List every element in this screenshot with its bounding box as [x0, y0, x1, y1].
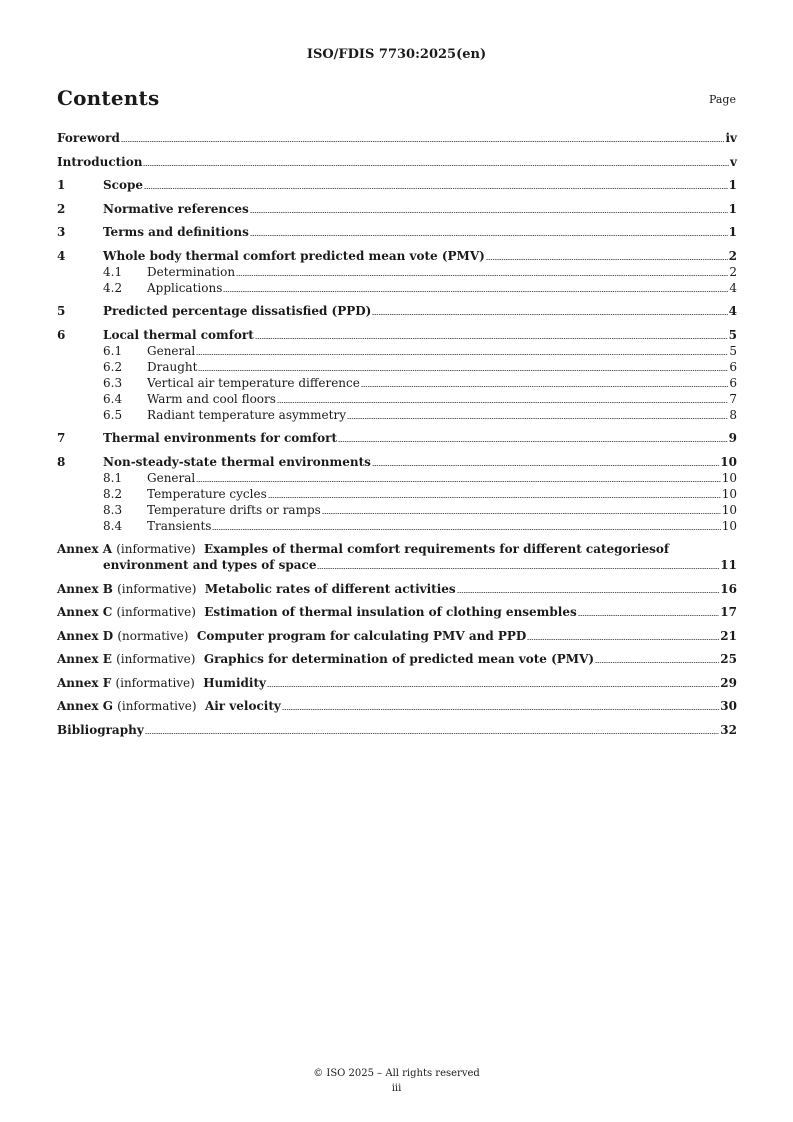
toc-entry-warm-cool-floors[interactable] [57, 391, 737, 407]
toc-entry-number: 4.1 [103, 264, 123, 279]
toc-entry-text [57, 581, 456, 597]
toc-entry-text: Radiant temperature asymmetry [147, 407, 346, 422]
dot-leader [236, 275, 728, 276]
page-footer [0, 1066, 793, 1096]
toc-entry-text: Draught [147, 359, 198, 374]
toc-entry-text: Vertical air temperature difference [147, 375, 360, 390]
toc-entry-normative-references[interactable] [57, 201, 737, 217]
toc-entry-pmv[interactable] [57, 248, 737, 264]
toc-entry-vertical-air-temperature[interactable] [57, 375, 737, 391]
toc-entry-draught[interactable] [57, 359, 737, 375]
toc-entry-text: Determination [147, 264, 236, 279]
annex-a-line2 [57, 557, 737, 573]
toc-entry-number: 8.3 [103, 502, 123, 517]
toc-entry-text: Applications [147, 280, 223, 295]
toc-entry-text: General [147, 343, 196, 358]
page-column-label: Page [708, 93, 736, 106]
annex-label: Annex G [57, 699, 113, 713]
toc-entry-annex-c[interactable] [57, 604, 737, 620]
toc-entry-page: 10 [721, 486, 737, 501]
toc-entry-page: 29 [720, 675, 737, 690]
dot-leader [372, 465, 719, 466]
toc-entry-text: Introduction [57, 154, 143, 169]
toc-entry-text: Transients [147, 518, 212, 533]
annex-title: Humidity [203, 675, 266, 690]
toc-entry-ppd[interactable] [57, 303, 737, 319]
toc-entry-temperature-cycles[interactable] [57, 486, 737, 502]
toc-entry-page: 10 [721, 470, 737, 485]
toc-entry-page: 10 [721, 518, 737, 533]
dot-leader [223, 291, 728, 292]
toc-entry-page: 30 [720, 699, 737, 713]
annex-title: Air velocity [204, 699, 281, 713]
annex-label: Annex D [57, 628, 114, 643]
toc-entry-annex-f[interactable] [57, 675, 737, 691]
toc-entry-page: 21 [720, 628, 737, 643]
dot-leader [250, 212, 728, 213]
annex-type: (informative) [116, 652, 196, 666]
annex-type: (informative) [116, 542, 196, 556]
document-header: ISO/FDIS 7730:2025(en) [306, 47, 487, 62]
annex-label: Annex E [57, 652, 112, 666]
toc-entry-number: 8.2 [103, 486, 123, 501]
toc-entry-text: Scope [103, 178, 144, 192]
toc-entry-determination[interactable] [57, 264, 737, 280]
toc-entry-text [57, 651, 594, 667]
page-title: Contents [57, 86, 160, 110]
toc-entry-scope[interactable] [57, 177, 737, 193]
toc-entry-text: Warm and cool floors [147, 391, 276, 406]
dot-leader [255, 338, 728, 339]
dot-leader [121, 141, 725, 142]
toc-entry-text [57, 628, 526, 644]
toc-entry-number: 1 [57, 178, 66, 192]
toc-entry-number: 4.2 [103, 280, 123, 295]
dot-leader [212, 529, 720, 530]
toc-entry-text: Bibliography [57, 722, 144, 737]
toc-entry-transients[interactable] [57, 518, 737, 534]
annex-label: Annex B [57, 581, 113, 596]
dot-leader [347, 418, 728, 419]
dot-leader [250, 235, 728, 236]
toc-entry-text: Temperature drifts or ramps [147, 502, 321, 517]
toc-entry-applications[interactable] [57, 280, 737, 296]
toc-entry-bibliography[interactable] [57, 722, 737, 738]
dot-leader [527, 639, 719, 640]
annex-type: (informative) [117, 581, 197, 596]
toc-entry-page: 2 [729, 264, 737, 279]
toc-entry-number: 5 [57, 304, 66, 318]
toc-entry-page: iv [725, 131, 737, 145]
toc-entry-text: General [147, 470, 196, 485]
toc-entry-number: 6 [57, 327, 66, 342]
toc-entry-page: 1 [728, 225, 737, 239]
toc-entry-number: 2 [57, 201, 66, 216]
toc-entry-text: Predicted percentage dissatisfied (PPD) [103, 304, 372, 318]
toc-entry-number: 6.2 [103, 359, 123, 374]
toc-entry-number: 6.5 [103, 407, 123, 422]
dot-leader [267, 686, 719, 687]
toc-entry-terms-definitions[interactable] [57, 224, 737, 240]
annex-title: Graphics for determination of predicted mean vote (PMV) [203, 652, 595, 666]
dot-leader [372, 314, 727, 315]
toc-entry-text: Thermal environments for comfort [103, 431, 337, 445]
toc-entry-text: Non-steady-state thermal environments [103, 454, 371, 469]
toc-entry-page: 5 [728, 327, 737, 342]
annex-a-line1 [57, 541, 737, 557]
toc-entry-annex-b[interactable] [57, 581, 737, 597]
annex-title-cont: environment and types of space [103, 558, 317, 572]
dot-leader [457, 592, 720, 593]
toc-entry-page: v [730, 154, 737, 169]
toc-entry-page: 16 [720, 581, 737, 596]
annex-title: Metabolic rates of different activities [204, 581, 456, 596]
toc-entry-page: 1 [728, 178, 737, 192]
dot-leader [145, 733, 720, 734]
toc-entry-number: 8 [57, 454, 66, 469]
toc-entry-text [57, 604, 577, 620]
toc-entry-text: Whole body thermal comfort predicted mean vote (PMV) [103, 248, 485, 263]
toc-entry-page: 9 [728, 431, 737, 445]
dot-leader [282, 709, 719, 710]
toc-entry-number: 8.1 [103, 470, 123, 485]
toc-entry-page: 4 [729, 280, 737, 295]
toc-entry-number: 6.4 [103, 391, 123, 406]
dot-leader [486, 259, 728, 260]
annex-type: (informative) [116, 605, 196, 619]
toc-entry-page: 17 [720, 605, 737, 619]
toc-entry-general-8[interactable] [57, 470, 737, 486]
dot-leader [277, 402, 728, 403]
dot-leader [143, 165, 729, 166]
toc-entry-page: 4 [728, 304, 737, 318]
dot-leader [268, 497, 721, 498]
toc-entry-temperature-drifts[interactable] [57, 502, 737, 518]
toc-entry-annex-g[interactable] [57, 698, 737, 714]
annex-type: (normative) [117, 628, 189, 643]
toc-entry-non-steady-state[interactable] [57, 454, 737, 470]
toc-entry-page: 7 [729, 391, 737, 406]
toc-entry-page: 10 [721, 502, 737, 517]
toc-entry-introduction[interactable] [57, 154, 737, 170]
toc-entry-text: Terms and definitions [103, 225, 249, 239]
dot-leader [317, 568, 719, 569]
toc-entry-page: 10 [720, 454, 737, 469]
dot-leader [338, 441, 728, 442]
annex-type: (informative) [117, 699, 197, 713]
toc-entry-page: 32 [720, 722, 737, 737]
toc-entry-number: 3 [57, 225, 66, 239]
toc-entry-number: 6.1 [103, 343, 123, 358]
annex-label: Annex C [57, 605, 113, 619]
annex-title: Computer program for calculating PMV and PPD [196, 628, 527, 643]
toc-entry-text: Foreword [57, 131, 120, 145]
annex-type: (informative) [115, 675, 195, 690]
dot-leader [595, 662, 719, 663]
page-number: iii [391, 1083, 402, 1094]
toc-entry-annex-e[interactable] [57, 651, 737, 667]
toc-entry-number: 4 [57, 248, 66, 263]
toc-entry-text: Local thermal comfort [103, 327, 254, 342]
dot-leader [578, 615, 720, 616]
annex-label: Annex F [57, 675, 112, 690]
toc-entry-annex-a[interactable] [57, 541, 737, 573]
toc-entry-page: 2 [728, 248, 737, 263]
toc-entry-text [57, 698, 281, 714]
dot-leader [361, 386, 729, 387]
toc-entry-text: Temperature cycles [147, 486, 267, 501]
toc-entry-page: 1 [728, 201, 737, 216]
annex-title: Estimation of thermal insulation of clothing ensembles [204, 605, 577, 619]
toc-entry-number: 7 [57, 431, 66, 445]
toc-entry-number: 6.3 [103, 375, 123, 390]
copyright-notice: © ISO 2025 – All rights reserved [313, 1068, 480, 1079]
toc-entry-page: 25 [720, 652, 737, 666]
toc-entry-foreword[interactable] [57, 130, 737, 146]
toc-entry-radiant-asymmetry[interactable] [57, 407, 737, 423]
toc-entry-annex-d[interactable] [57, 628, 737, 644]
dot-leader [198, 370, 728, 371]
dot-leader [144, 188, 728, 189]
toc-entry-page: 8 [729, 407, 737, 422]
dot-leader [322, 513, 721, 514]
toc-entry-thermal-environments[interactable] [57, 430, 737, 446]
toc-entry-page: 5 [729, 343, 737, 358]
annex-title: Examples of thermal comfort requirements for different categoriesof [204, 542, 669, 556]
annex-label: Annex A [57, 542, 113, 556]
dot-leader [196, 481, 720, 482]
toc-entry-page: 11 [720, 558, 737, 572]
toc-entry-page: 6 [729, 375, 737, 390]
toc-entry-text: Normative references [103, 201, 249, 216]
toc-entry-number: 8.4 [103, 518, 123, 533]
toc-entry-local-thermal-comfort[interactable] [57, 327, 737, 343]
table-of-contents [57, 128, 737, 738]
toc-entry-page: 6 [729, 359, 737, 374]
dot-leader [196, 354, 728, 355]
toc-entry-general[interactable] [57, 343, 737, 359]
toc-entry-text [57, 675, 266, 691]
